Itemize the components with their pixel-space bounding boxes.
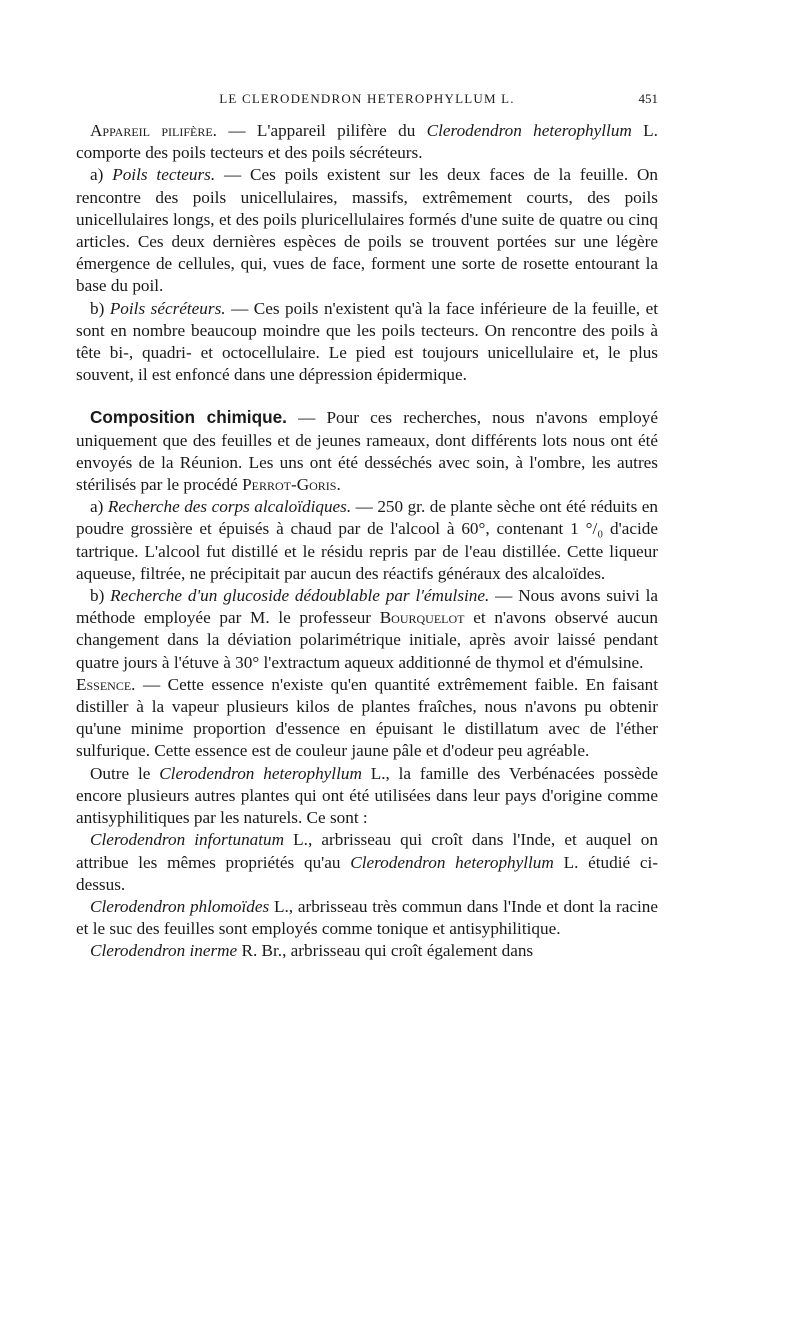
subheading: Poils sécréteurs. [109, 298, 226, 318]
text-run: a) [90, 497, 108, 517]
text-run: — Ces poils existent sur les deux faces de la feuille. On rencontre des poils unicellulaires, massifs, extrêmement courts, des poils unicellulaires longs, et des poils pluricellulaires formés d'une suite de quatre ou cinq articles. Ces deux dernières espèces de poils se trouvent portées sur une légère émergence de cellules, qui, vues de face, forment une sorte de rosette entourant la base du poil. [76, 165, 658, 296]
text-run: . [336, 475, 341, 495]
author-name: Bourquelot [379, 608, 465, 628]
text-run: L., arbrisseau très commun dans l'Inde et dont la racine et le suc des feuilles sont employés comme tonique et antisyphilitique. [76, 896, 658, 939]
subheading: Poils tecteurs. [112, 165, 216, 185]
running-header [76, 91, 658, 115]
text-run: — Cette essence n'existe qu'en quantité extrêmement faible. En faisant distiller à la vapeur plusieurs kilos de plantes fraîches, nous n'avons pu obtenir qu'une minime proportion d'essence en épuisant le distillatum avec de l'éther sulfurique. Cette essence est de couleur jaune pâle et d'odeur peu agréable. [76, 674, 658, 761]
paragraph-glucoside [76, 585, 658, 674]
text-run: a) [90, 165, 113, 185]
text-run: Outre le [90, 763, 160, 783]
text-run: L., arbrisseau qui croît dans l'Inde, et auquel on attribue les mêmes propriétés qu'au [76, 830, 658, 872]
paragraph-essence [76, 674, 658, 763]
text-run: L., la famille des Verbénacées possède encore plusieurs autres plantes qui ont été utilisées dans leur pays d'origine comme antisyphilitiques par les naturels. Ce sont : [76, 763, 658, 828]
section-lead: Appareil pilifère. [90, 121, 217, 140]
author-name: Perrot-Goris [242, 475, 337, 495]
paragraph-verbenacees [76, 763, 658, 830]
text-run: — 250 gr. de plante sèche ont été réduits en poudre grossière et épuisés à chaud par de l'alcool à 60°, contenant 1 °/₀ d'acide tartrique. L'alcool fut distillé et le résidu repris par de l'eau distillée. Cette liqueur aqueuse, filtrée, ne précipitait par aucun des réactifs généraux des alcaloïdes. [76, 497, 658, 583]
text-run: L. comporte des poils tecteurs et des poils sécréteurs. [76, 121, 658, 163]
text-run: b) [90, 586, 111, 606]
species-name: Clerodendron phlomoïdes [90, 896, 270, 916]
text-body [76, 120, 658, 963]
paragraph-poils-secreteurs [76, 298, 658, 387]
subheading: Recherche des corps alcaloïdiques. [107, 497, 352, 517]
text-run: b) [90, 298, 110, 318]
species-name: Clerodendron heterophyllum [350, 852, 554, 872]
paragraph-phlomoides [76, 896, 658, 940]
text-run: L. étudié ci-dessus. [76, 852, 658, 894]
species-name: Clerodendron heterophyllum [159, 763, 362, 783]
section-heading: Composition chimique. [90, 407, 287, 428]
paragraph-infortunatum [76, 829, 658, 896]
text-run: — Ces poils n'existent qu'à la face inférieure de la feuille, et sont en nombre beaucoup moindre que les poils tecteurs. On rencontre des poils à tête bi-, quadri- et octocellulaire. Le pied est toujours unicellulaire et, le plus souvent, il est enfoncé dans une dépression épidermique. [76, 298, 658, 385]
paragraph-inerme [76, 940, 658, 962]
text-run: — Pour ces recherches, nous n'avons employé uniquement que des feuilles et de jeunes rameaux, dont différents lots nous ont été envoyés de la Réunion. Les uns ont été desséchés avec soin, à l'ombre, les autres stérilisés par le procédé [76, 408, 658, 495]
section-lead: Essence. [76, 674, 136, 694]
page-number: 451 [638, 91, 658, 106]
paragraph-poils-tecteurs [76, 164, 658, 297]
text-run: R. Br., arbrisseau qui croît également dans [237, 941, 534, 961]
text-run: — Nous avons suivi la méthode employée par M. le professeur [76, 586, 658, 628]
species-name: Clerodendron infortunatum [90, 830, 285, 850]
species-name: Clerodendron heterophyllum [426, 121, 632, 140]
paragraph-corps-alcaloidiques [76, 496, 658, 585]
text-run: et n'avons observé aucun changement dans la déviation polarimétrique initiale, après avoir laissé pendant quatre jours à l'étuve à 30° l'extractum aqueux additionné de thymol et d'émulsine. [76, 608, 658, 672]
subheading: Recherche d'un glucoside dédoublable par l'émulsine. [110, 586, 490, 606]
paragraph-composition-chimique [76, 406, 658, 496]
paragraph-appareil-pilifere [76, 120, 658, 164]
text-run: — L'appareil pilifère du [216, 121, 427, 140]
running-title: LE CLERODENDRON HETEROPHYLLUM L. [219, 91, 515, 106]
species-name: Clerodendron inerme [90, 941, 238, 961]
